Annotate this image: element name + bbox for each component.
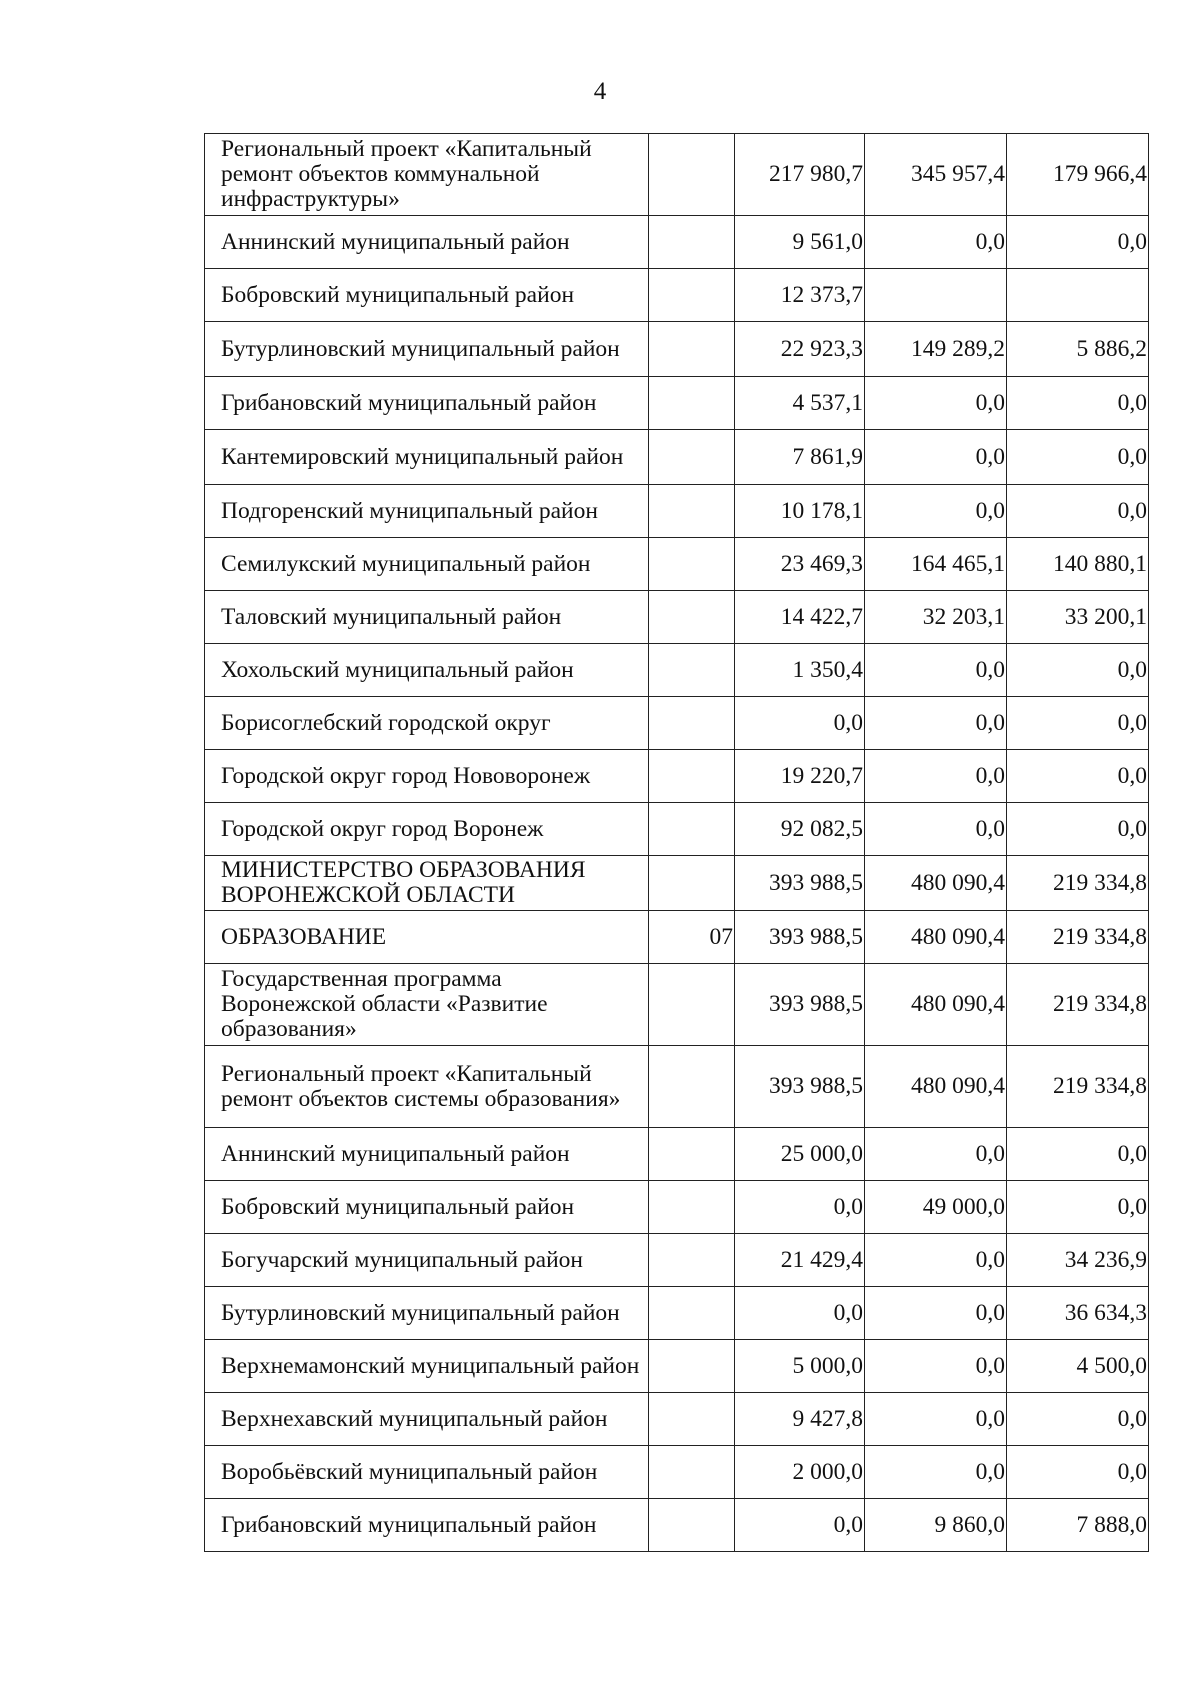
row-code-cell [649, 1181, 735, 1234]
row-name-cell: Подгоренский муниципальный район [205, 485, 649, 538]
row-name-cell: Бобровский муниципальный район [205, 269, 649, 322]
row-value-2-cell: 0,0 [865, 1393, 1007, 1446]
budget-table [204, 133, 1149, 1552]
row-value-1-cell: 19 220,7 [735, 750, 865, 803]
row-value-2-cell: 0,0 [865, 1128, 1007, 1181]
table-row [205, 1499, 1149, 1552]
row-value-1-cell: 25 000,0 [735, 1128, 865, 1181]
row-name-cell: Борисоглебский городской округ [205, 697, 649, 750]
table-row [205, 1446, 1149, 1499]
row-code-cell [649, 1340, 735, 1393]
row-value-1-cell: 393 988,5 [735, 964, 865, 1046]
row-name-cell: Городской округ город Воронеж [205, 803, 649, 856]
row-value-3-cell: 140 880,1 [1007, 538, 1149, 591]
table-row [205, 856, 1149, 911]
row-name-cell: Семилукский муниципальный район [205, 538, 649, 591]
row-value-1-cell: 0,0 [735, 697, 865, 750]
row-value-3-cell [1007, 269, 1149, 322]
row-name-cell: Аннинский муниципальный район [205, 1128, 649, 1181]
row-name-cell: Бутурлиновский муниципальный район [205, 1287, 649, 1340]
table-row [205, 644, 1149, 697]
row-code-cell [649, 1393, 735, 1446]
row-name-cell: Государственная программа Воронежской области «Развитие образования» [205, 964, 649, 1046]
row-code-cell [649, 803, 735, 856]
row-code-cell [649, 134, 735, 216]
row-value-3-cell: 34 236,9 [1007, 1234, 1149, 1287]
row-name-cell: Городской округ город Нововоронеж [205, 750, 649, 803]
row-value-1-cell: 92 082,5 [735, 803, 865, 856]
row-value-3-cell: 33 200,1 [1007, 591, 1149, 644]
table-row [205, 1181, 1149, 1234]
row-value-1-cell: 5 000,0 [735, 1340, 865, 1393]
row-name-cell: Кантемировский муниципальный район [205, 430, 649, 485]
row-value-3-cell: 0,0 [1007, 644, 1149, 697]
table-row [205, 269, 1149, 322]
row-code-cell [649, 269, 735, 322]
row-value-1-cell: 10 178,1 [735, 485, 865, 538]
row-name-cell: Таловский муниципальный район [205, 591, 649, 644]
row-value-1-cell: 1 350,4 [735, 644, 865, 697]
row-value-2-cell: 49 000,0 [865, 1181, 1007, 1234]
row-value-1-cell: 9 561,0 [735, 216, 865, 269]
row-code-cell [649, 430, 735, 485]
budget-table-body [205, 134, 1149, 1552]
row-value-3-cell: 0,0 [1007, 1393, 1149, 1446]
row-value-3-cell: 0,0 [1007, 1128, 1149, 1181]
row-value-2-cell: 0,0 [865, 485, 1007, 538]
row-value-2-cell [865, 269, 1007, 322]
row-code-cell [649, 1234, 735, 1287]
row-name-cell: Хохольский муниципальный район [205, 644, 649, 697]
table-row [205, 1234, 1149, 1287]
row-code-cell [649, 216, 735, 269]
row-value-1-cell: 23 469,3 [735, 538, 865, 591]
row-code-cell [649, 1287, 735, 1340]
table-row [205, 803, 1149, 856]
row-code-cell [649, 591, 735, 644]
row-value-1-cell: 14 422,7 [735, 591, 865, 644]
row-name-cell: Региональный проект «Капитальный ремонт объектов системы образования» [205, 1046, 649, 1128]
row-name-cell: Аннинский муниципальный район [205, 216, 649, 269]
table-row [205, 911, 1149, 964]
row-value-3-cell: 0,0 [1007, 430, 1149, 485]
row-name-cell: Воробьёвский муниципальный район [205, 1446, 649, 1499]
row-value-2-cell: 480 090,4 [865, 911, 1007, 964]
table-row [205, 1393, 1149, 1446]
row-value-3-cell: 219 334,8 [1007, 1046, 1149, 1128]
row-name-cell: Региональный проект «Капитальный ремонт объектов коммунальной инфраструктуры» [205, 134, 649, 216]
table-row [205, 750, 1149, 803]
row-value-2-cell: 9 860,0 [865, 1499, 1007, 1552]
row-code-cell [649, 538, 735, 591]
row-value-3-cell: 0,0 [1007, 377, 1149, 430]
row-value-3-cell: 0,0 [1007, 1446, 1149, 1499]
row-value-1-cell: 217 980,7 [735, 134, 865, 216]
row-value-3-cell: 219 334,8 [1007, 964, 1149, 1046]
row-name-cell: Грибановский муниципальный район [205, 377, 649, 430]
row-code-cell [649, 322, 735, 377]
row-name-cell: Бутурлиновский муниципальный район [205, 322, 649, 377]
row-value-2-cell: 345 957,4 [865, 134, 1007, 216]
row-code-cell [649, 750, 735, 803]
row-code-cell [649, 1046, 735, 1128]
row-value-3-cell: 0,0 [1007, 697, 1149, 750]
row-code-cell [649, 644, 735, 697]
row-value-1-cell: 0,0 [735, 1287, 865, 1340]
row-name-cell: Верхнемамонский муниципальный район [205, 1340, 649, 1393]
row-value-1-cell: 393 988,5 [735, 1046, 865, 1128]
row-value-3-cell: 5 886,2 [1007, 322, 1149, 377]
table-row [205, 1340, 1149, 1393]
table-row [205, 134, 1149, 216]
row-value-3-cell: 0,0 [1007, 485, 1149, 538]
row-value-2-cell: 480 090,4 [865, 856, 1007, 911]
row-value-2-cell: 164 465,1 [865, 538, 1007, 591]
table-row [205, 485, 1149, 538]
row-name-cell: ОБРАЗОВАНИЕ [205, 911, 649, 964]
row-name-cell: Бобровский муниципальный район [205, 1181, 649, 1234]
row-code-cell [649, 697, 735, 750]
row-value-1-cell: 0,0 [735, 1499, 865, 1552]
row-value-3-cell: 179 966,4 [1007, 134, 1149, 216]
row-value-2-cell: 0,0 [865, 1446, 1007, 1499]
row-value-1-cell: 393 988,5 [735, 911, 865, 964]
row-value-1-cell: 393 988,5 [735, 856, 865, 911]
page-number: 4 [593, 78, 607, 105]
row-code-cell: 07 [649, 911, 735, 964]
table-row [205, 591, 1149, 644]
row-value-3-cell: 0,0 [1007, 216, 1149, 269]
row-code-cell [649, 485, 735, 538]
row-value-2-cell: 0,0 [865, 377, 1007, 430]
row-value-3-cell: 7 888,0 [1007, 1499, 1149, 1552]
table-row [205, 964, 1149, 1046]
row-code-cell [649, 377, 735, 430]
row-code-cell [649, 1499, 735, 1552]
row-name-cell: МИНИСТЕРСТВО ОБРАЗОВАНИЯ ВОРОНЕЖСКОЙ ОБЛАСТИ [205, 856, 649, 911]
row-value-2-cell: 0,0 [865, 697, 1007, 750]
row-value-1-cell: 0,0 [735, 1181, 865, 1234]
row-code-cell [649, 1446, 735, 1499]
row-value-3-cell: 0,0 [1007, 1181, 1149, 1234]
row-value-2-cell: 0,0 [865, 1340, 1007, 1393]
table-row [205, 1128, 1149, 1181]
table-row [205, 697, 1149, 750]
table-row [205, 322, 1149, 377]
table-row [205, 538, 1149, 591]
row-value-2-cell: 0,0 [865, 216, 1007, 269]
row-value-2-cell: 32 203,1 [865, 591, 1007, 644]
row-value-1-cell: 4 537,1 [735, 377, 865, 430]
row-value-2-cell: 149 289,2 [865, 322, 1007, 377]
row-code-cell [649, 1128, 735, 1181]
row-value-2-cell: 480 090,4 [865, 1046, 1007, 1128]
row-value-3-cell: 219 334,8 [1007, 911, 1149, 964]
row-value-2-cell: 0,0 [865, 803, 1007, 856]
row-value-1-cell: 21 429,4 [735, 1234, 865, 1287]
row-value-1-cell: 2 000,0 [735, 1446, 865, 1499]
row-value-3-cell: 219 334,8 [1007, 856, 1149, 911]
row-value-3-cell: 0,0 [1007, 803, 1149, 856]
row-value-2-cell: 0,0 [865, 644, 1007, 697]
row-value-2-cell: 0,0 [865, 1287, 1007, 1340]
row-value-3-cell: 36 634,3 [1007, 1287, 1149, 1340]
row-value-3-cell: 0,0 [1007, 750, 1149, 803]
row-value-1-cell: 7 861,9 [735, 430, 865, 485]
row-value-2-cell: 480 090,4 [865, 964, 1007, 1046]
row-value-2-cell: 0,0 [865, 1234, 1007, 1287]
table-row [205, 377, 1149, 430]
row-value-1-cell: 9 427,8 [735, 1393, 865, 1446]
row-value-1-cell: 22 923,3 [735, 322, 865, 377]
row-value-1-cell: 12 373,7 [735, 269, 865, 322]
table-row [205, 1046, 1149, 1128]
table-row [205, 1287, 1149, 1340]
row-value-3-cell: 4 500,0 [1007, 1340, 1149, 1393]
row-code-cell [649, 856, 735, 911]
row-name-cell: Грибановский муниципальный район [205, 1499, 649, 1552]
row-code-cell [649, 964, 735, 1046]
table-row [205, 216, 1149, 269]
table-row [205, 430, 1149, 485]
row-name-cell: Богучарский муниципальный район [205, 1234, 649, 1287]
row-name-cell: Верхнехавский муниципальный район [205, 1393, 649, 1446]
row-value-2-cell: 0,0 [865, 750, 1007, 803]
row-value-2-cell: 0,0 [865, 430, 1007, 485]
